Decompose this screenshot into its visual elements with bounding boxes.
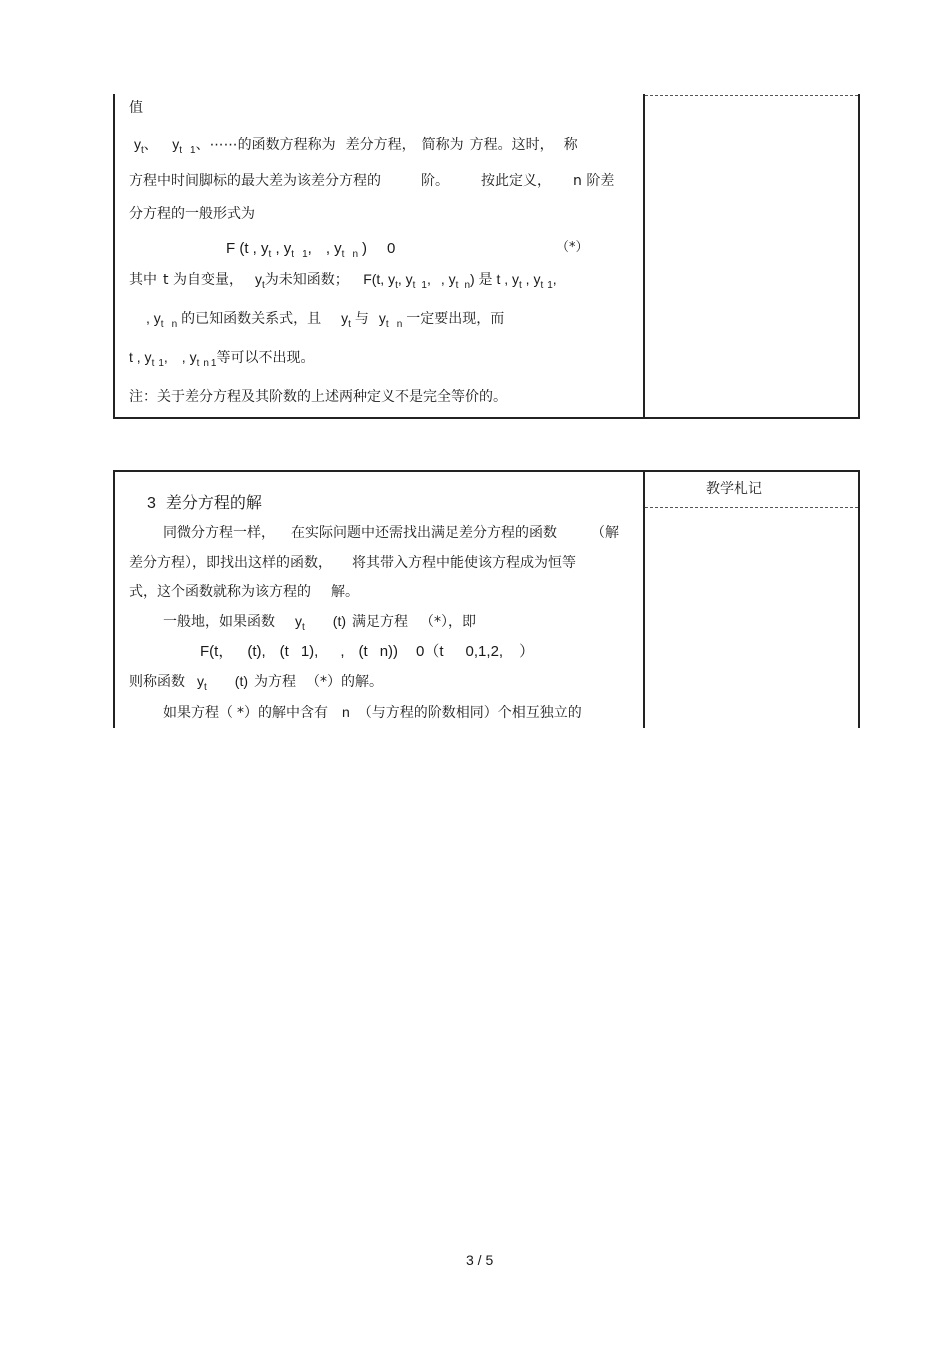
section-heading: 3 差分方程的解	[147, 493, 262, 512]
table1-notes-dash	[645, 95, 858, 96]
notes-header: 教学札记	[706, 481, 762, 497]
text-line: t , $y_t$ $_1$, , $y_t$ $_n$ $_1$等可以不出现。	[129, 349, 315, 369]
table2-notes-dash	[645, 507, 858, 508]
text-line: , $y_t$ $_n$ 的已知函数关系式，且 $y_t$ 与 $y_t$ $_n$ 一定要出现，而	[146, 310, 505, 330]
note-line: 注：关于差分方程及其阶数的上述两种定义不是完全等价的。	[129, 389, 507, 405]
text-line: 一般地，如果函数 $y_t$ (t) 满足方程 （*），即	[163, 613, 476, 633]
table2-divider	[643, 470, 645, 728]
table2-top-border	[113, 470, 860, 472]
text-line: 同微分方程一样， 在实际问题中还需找出满足差分方程的函数 （解	[163, 525, 619, 541]
table1-bottom-border	[113, 417, 860, 419]
text-line: 则称函数 $y_t$ (t) 为方程 （*）的解。	[129, 673, 383, 693]
table2-right-border	[858, 470, 860, 728]
text-line: 如果方程（ *）的解中含有 n （与方程的阶数相同）个相互独立的	[163, 704, 582, 721]
text-line: 值	[129, 100, 143, 116]
table2-left-border	[113, 470, 115, 728]
text-line: 方程中时间脚标的最大差为该差分方程的 阶。 按此定义， n 阶差	[129, 173, 615, 189]
text-line: 式，这个函数就称为该方程的 解。	[129, 584, 359, 600]
equation-label: （*）	[556, 240, 589, 255]
table1-divider	[643, 94, 645, 419]
equation-general-form: F (t , $y_t$ , $y_t$ $_1$, , $y_t$ $_n$ ) 0	[226, 240, 396, 260]
table1-left-border	[113, 94, 115, 419]
text-line: $y_t$、 $y_t$ $_1$、⋯⋯的函数方程称为 差分方程， 简称为 方程。这时， 称	[134, 136, 578, 156]
text-line: 其中 t 为自变量， $y_t$为未知函数； F(t, $y_t$, $y_t$ $_1$, , $y_t$ $_n$) 是 t , $y_t$ , $y_t$ $_1$,	[129, 271, 557, 291]
page-number: 3 / 5	[466, 1252, 494, 1268]
text-line: 分方程的一般形式为	[129, 206, 255, 222]
equation-solution: F(t， (t), (t 1), , (t n)) 0（t 0,1,2, ）	[200, 643, 535, 660]
table1-right-border	[858, 94, 860, 419]
text-line: 差分方程），即找出这样的函数， 将其带入方程中能使该方程成为恒等	[129, 555, 576, 571]
